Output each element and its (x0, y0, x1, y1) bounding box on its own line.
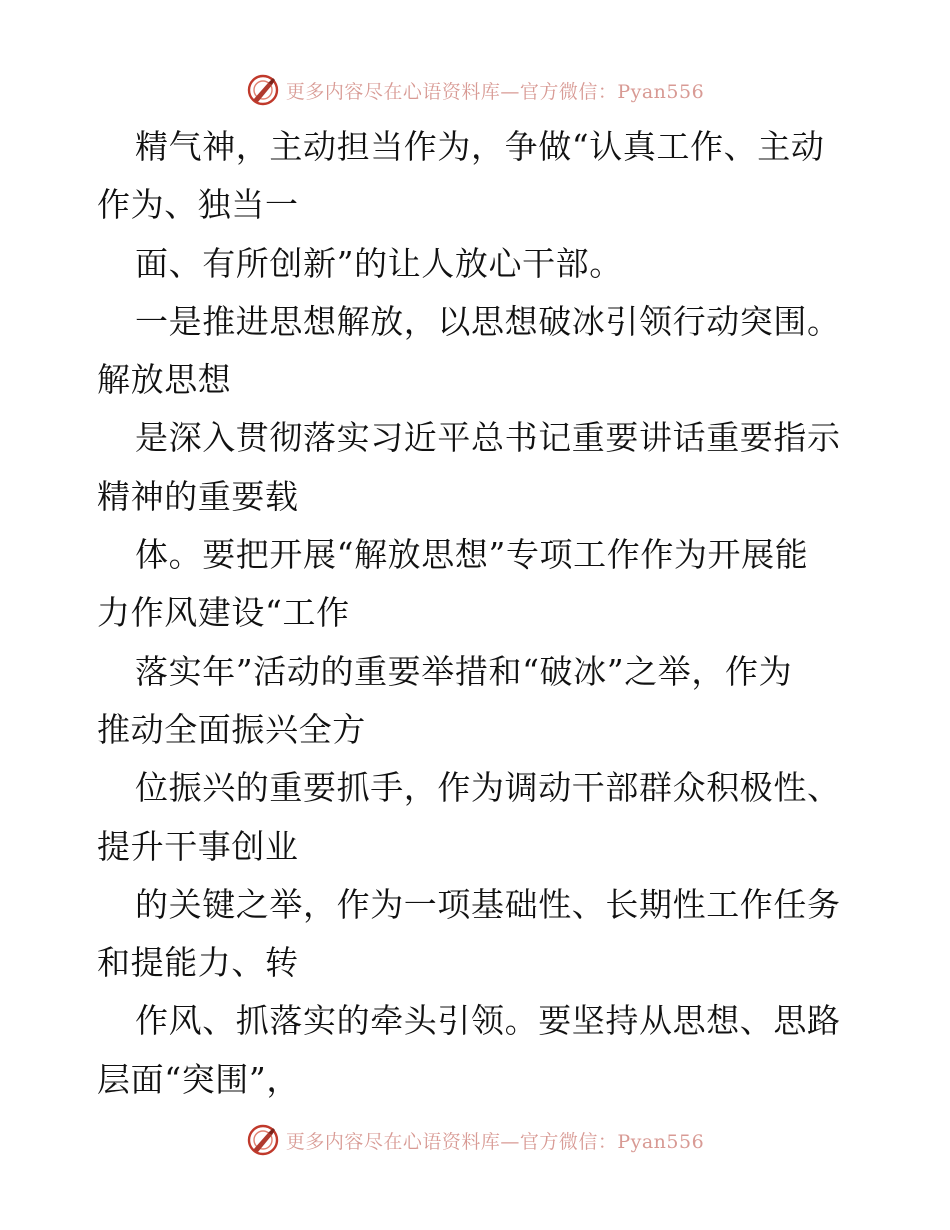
text-line: 精气神，主动担当作为，争做“认真工作、主动 (135, 127, 825, 166)
text-line: 落实年”活动的重要举措和“破冰”之举，作为 (135, 651, 793, 691)
text-line: 力作风建设“工作 (97, 593, 350, 633)
pen-logo-icon (246, 1123, 280, 1157)
text-line: 精神的重要载 (97, 476, 299, 516)
text-line: 作风、抓落实的牵头引领。要坚持从思想、思路 (135, 1001, 841, 1041)
text-line: 提升干事创业 (97, 826, 299, 866)
pen-logo-icon (246, 73, 280, 107)
text-line: 的关键之举，作为一项基础性、长期性工作任务 (135, 884, 841, 924)
text-line: 面、有所创新”的让人放心干部。 (135, 243, 623, 283)
text-line: 层面“突围”， (97, 1059, 300, 1099)
text-line: 一是推进思想解放，以思想破冰引领行动突围。 (135, 301, 841, 341)
text-line: 解放思想 (97, 360, 232, 400)
text-line: 和提能力、转 (97, 943, 299, 983)
text-line: 作为、独当一 (97, 185, 299, 225)
watermark-text: 更多内容尽在心语资料库—官方微信：Pyan556 (285, 1130, 705, 1153)
footer-watermark (0, 1120, 950, 1160)
document-body (97, 118, 857, 1109)
text-line: 体。要把开展“解放思想”专项工作作为开展能 (135, 535, 809, 575)
text-line: 位振兴的重要抓手，作为调动干部群众积极性、 (135, 768, 841, 808)
watermark-text: 更多内容尽在心语资料库—官方微信：Pyan556 (285, 80, 705, 103)
text-line: 推动全面振兴全方 (97, 709, 366, 749)
text-line: 是深入贯彻落实习近平总书记重要讲话重要指示 (135, 418, 841, 458)
header-watermark (0, 70, 950, 110)
